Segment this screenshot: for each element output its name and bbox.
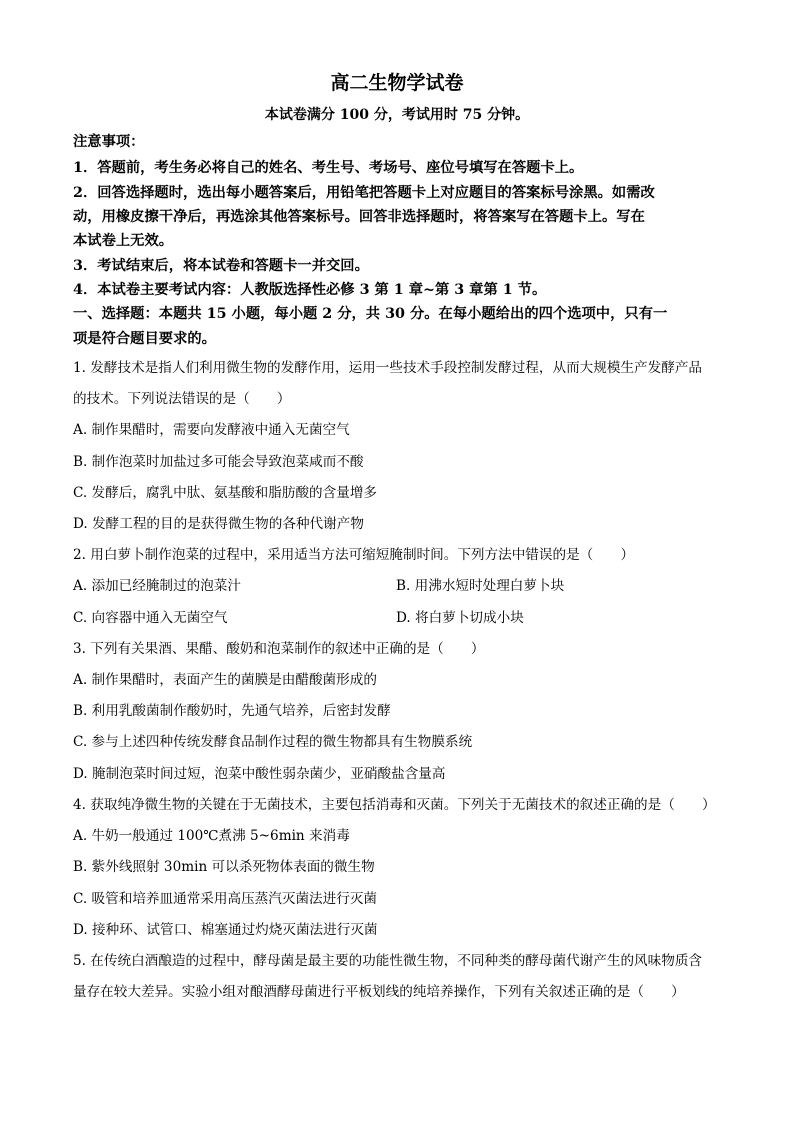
question-2-option-c: C. 向容器中通入无菌空气: [73, 610, 228, 626]
question-4-option-a: A. 牛奶一般通过 100℃煮沸 5~6min 来消毒: [73, 828, 350, 844]
note-item-2-line-2: 动，用橡皮擦干净后，再选涂其他答案标号。回答非选择题时，将答案写在答题卡上。写在: [73, 209, 645, 225]
question-1-option-b: B. 制作泡菜时加盐过多可能会导致泡菜咸而不酸: [73, 454, 364, 470]
section-heading-line-2: 项是符合题目要求的。: [73, 331, 216, 347]
question-3-option-d: D. 腌制泡菜时间过短，泡菜中酸性弱杂菌少，亚硝酸盐含量高: [73, 766, 446, 782]
question-3-stem: 3. 下列有关果酒、果醋、酸奶和泡菜制作的叙述中正确的是（ ）: [73, 641, 485, 657]
question-5-stem-line-1: 5. 在传统白酒酿造的过程中，酵母菌是最主要的功能性微生物，不同种类的酵母菌代谢产生的风味物质含: [73, 953, 703, 969]
page-subtitle: 本试卷满分 100 分，考试用时 75 分钟。: [264, 107, 530, 123]
question-1-stem-line-1: 1. 发酵技术是指人们利用微生物的发酵作用，运用一些技术手段控制发酵过程，从而大规模生产发酵产品: [73, 360, 703, 376]
question-4-option-b: B. 紫外线照射 30min 可以杀死物体表面的微生物: [73, 859, 375, 875]
question-1-option-c: C. 发酵后，腐乳中肽、氨基酸和脂肪酸的含量增多: [73, 485, 378, 501]
question-3-option-b: B. 利用乳酸菌制作酸奶时，先通气培养，后密封发酵: [73, 703, 391, 719]
question-2-option-d: D. 将白萝卜切成小块: [396, 610, 524, 626]
note-item-1: 1．答题前，考生务必将自己的姓名、考生号、考场号、座位号填写在答题卡上。: [73, 160, 584, 176]
question-1-stem-line-2: 的技术。下列说法错误的是（ ）: [73, 391, 291, 407]
question-4-option-c: C. 吸管和培养皿通常采用高压蒸汽灭菌法进行灭菌: [73, 891, 378, 907]
question-2-row-2: [73, 606, 733, 626]
section-heading-line-1: 一、选择题：本题共 15 小题，每小题 2 分，共 30 分。在每小题给出的四个选项中，只有一: [73, 306, 668, 322]
question-2-stem: 2. 用白萝卜制作泡菜的过程中，采用适当方法可缩短腌制时间。下列方法中错误的是（ ）: [73, 547, 635, 563]
note-item-4: 4．本试卷主要考试内容：人教版选择性必修 3 第 1 章~第 3 章第 1 节。: [73, 282, 547, 298]
question-2-option-b: B. 用沸水短时处理白萝卜块: [396, 578, 565, 594]
question-5-stem-line-2: 量存在较大差异。实验小组对酿酒酵母菌进行平板划线的纯培养操作，下列有关叙述正确的是（ ）: [73, 984, 685, 1000]
question-2-row-1: [73, 574, 733, 594]
question-2-option-a: A. 添加已经腌制过的泡菜汁: [73, 578, 241, 594]
note-item-2-line-3: 本试卷上无效。: [73, 233, 174, 249]
question-1-option-d: D. 发酵工程的目的是获得微生物的各种代谢产物: [73, 516, 364, 532]
question-4-option-d: D. 接种环、试管口、棉塞通过灼烧灭菌法进行灭菌: [73, 922, 378, 938]
note-item-2-line-1: 2．回答选择题时，选出每小题答案后，用铅笔把答题卡上对应题目的答案标号涂黑。如需改: [73, 185, 655, 201]
question-4-stem: 4. 获取纯净微生物的关键在于无菌技术，主要包括消毒和灭菌。下列关于无菌技术的叙述正确的是（ ）: [73, 797, 716, 813]
notes-heading: 注意事项：: [73, 134, 145, 150]
note-item-3: 3．考试结束后，将本试卷和答题卡一并交回。: [73, 258, 369, 274]
question-3-option-a: A. 制作果醋时，表面产生的菌膜是由醋酸菌形成的: [73, 672, 377, 688]
question-1-option-a: A. 制作果醋时，需要向发酵液中通入无菌空气: [73, 422, 350, 438]
question-3-option-c: C. 参与上述四种传统发酵食品制作过程的微生物都具有生物膜系统: [73, 734, 473, 750]
page-title: 高二生物学试卷: [330, 72, 464, 94]
